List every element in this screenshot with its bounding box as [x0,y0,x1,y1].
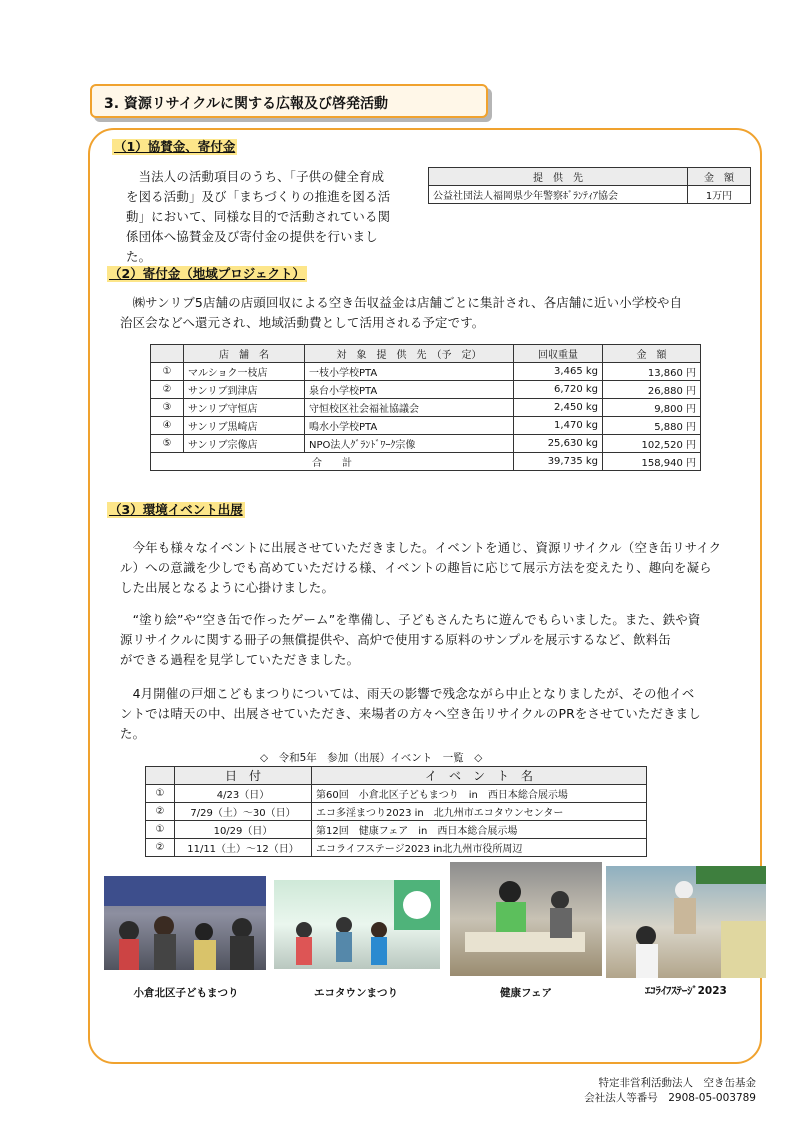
store-table [150,344,701,471]
col-header-date: 日 付 [175,767,312,785]
cell-weight: 25,630 kg [514,435,603,453]
cell-target: 鳴水小学校PTA [305,417,514,435]
footer-organization: 特定非営利活動法人 空き缶基金 [598,1077,756,1089]
cell-date: 4/23（日） [175,785,312,803]
crowd-photo-placeholder [104,876,266,970]
section3-para3 [120,684,756,744]
event-photo-ecolife-stage [606,866,766,978]
cell-amount: 5,880 円 [603,417,701,435]
col-header-store: 店 舗 名 [184,345,305,363]
cell-event: 第12回 健康フェア in 西日本総合展示場 [312,821,647,839]
text-line: 係団体へ協賛金及び寄付金の提供を行いまし [126,229,378,244]
table-row [151,417,701,435]
text-line: 当法人の活動項目のうち、「子供の健全育成 [126,169,385,184]
cell-event: エコ多淫まつり2023 in 北九州市エコタウンセンター [312,803,647,821]
cell-store: サンリブ黒崎店 [184,417,305,435]
cell-total-weight: 39,735 kg [514,453,603,471]
cell-event: 第60回 小倉北区子どもまつり in 西日本総合展示場 [312,785,647,803]
cell-target: NPO法人ｸﾞﾗﾝﾄﾞﾜｰｸ宗像 [305,435,514,453]
table-row [146,821,647,839]
table-row [146,839,647,857]
text-line: 治区会などへ還元され、地域活動費として活用される予定です。 [120,315,485,330]
event-photo-kokurakita [104,876,266,970]
text-line: ントでは晴天の中、出展させていただき、来場者の方々へ空き缶リサイクルのPRをさせていただきまし [120,706,701,721]
cell-no: ② [151,381,184,399]
crowd-photo-placeholder [450,862,602,976]
cell-no: ④ [151,417,184,435]
cell-weight: 6,720 kg [514,381,603,399]
col-header-amount: 金 額 [688,168,751,186]
cell-no: ① [146,785,175,803]
table-row [146,803,647,821]
table-row [151,381,701,399]
col-header-recipient: 提 供 先 [429,168,688,186]
cell-weight: 3,465 kg [514,363,603,381]
col-header-target: 対 象 提 供 先 （予 定） [305,345,514,363]
text-line: 動」において、同様な目的で活動されている関 [126,209,391,224]
cell-store: サンリブ宗像店 [184,435,305,453]
heading-regional-project: （2）寄付金（地域プロジェクト） [109,266,305,281]
cell-event: エコライフステージ2023 in北九州市役所周辺 [312,839,647,857]
section-title: 3. 資源リサイクルに関する広報及び啓発活動 [104,96,388,112]
cell-store: サンリブ到津店 [184,381,305,399]
event-photo-health-fair [450,862,602,976]
cell-amount: 26,880 円 [603,381,701,399]
cell-amount: 9,800 円 [603,399,701,417]
cell-total-label: 合 計 [151,453,514,471]
crowd-photo-placeholder [606,866,766,978]
col-header-event: イ ベ ン ト 名 [312,767,647,785]
cell-recipient: 公益社団法人福岡県少年警察ﾎﾞﾗﾝﾃｨｱ協会 [429,186,688,204]
section1-text [126,167,426,267]
text-line: を図る活動」及び「まちづくりの推進を図る活 [126,189,391,204]
donation-table [428,167,751,204]
photo-caption: エコタウンまつり [314,987,398,999]
text-line: た。 [120,726,146,741]
cell-no: ② [146,839,175,857]
cell-amount: 1万円 [688,186,751,204]
table-row [151,363,701,381]
section3-para2 [120,610,756,670]
col-header-weight: 回収重量 [514,345,603,363]
heading-events: （3）環境イベント出展 [109,502,243,517]
cell-weight: 1,470 kg [514,417,603,435]
cell-amount: 13,860 円 [603,363,701,381]
table-row [146,785,647,803]
photo-caption: ｴｺﾗｲﾌｽﾃｰｼﾞ2023 [645,985,727,997]
cell-target: 守恒校区社会福祉協議会 [305,399,514,417]
section-title-tab [90,84,488,118]
text-line: た。 [126,249,152,264]
cell-date: 11/11（土）～12（日） [175,839,312,857]
heading-donations: （1）協賛金、寄付金 [114,139,236,154]
text-line: 源リサイクルに関する冊子の無償提供や、高炉で使用する原料のサンプルを展示するなど、飲料缶 [120,632,671,647]
text-line: “塗り絵”や“空き缶で作ったゲーム”を準備し、子どもさんたちに遊んでもらいました。また、鉄や資 [120,612,701,627]
col-header-no [146,767,175,785]
section2-text [120,293,750,333]
cell-amount: 102,520 円 [603,435,701,453]
cell-no: ① [146,821,175,839]
cell-weight: 2,450 kg [514,399,603,417]
event-table-title: ◇ 令和5年 参加（出展）イベント 一覧 ◇ [260,752,483,764]
text-line: ㈱サンリブ5店舗の店頭回収による空き缶収益金は店舗ごとに集計され、各店舗に近い小学校や自 [120,295,683,310]
table-row [429,186,751,204]
cell-store: マルショク一枝店 [184,363,305,381]
event-photo-ecotown [274,880,440,969]
text-line: ル）への意識を少しでも高めていただける様、イベントの趣旨に応じて展示方法を変えたり、趣向を凝ら [120,560,712,575]
col-header-amount: 金 額 [603,345,701,363]
cell-store: サンリブ守恒店 [184,399,305,417]
text-line: 4月開催の戸畑こどもまつりについては、雨天の影響で残念ながら中止となりましたが、その他イベ [120,686,695,701]
cell-date: 10/29（日） [175,821,312,839]
cell-no: ② [146,803,175,821]
table-total-row [151,453,701,471]
text-line: 今年も様々なイベントに出展させていただきました。イベントを通じ、資源リサイクル（空き缶リサイク [120,540,722,555]
cell-date: 7/29（土）～30（日） [175,803,312,821]
cell-no: ③ [151,399,184,417]
cell-total-amount: 158,940 円 [603,453,701,471]
cell-target: 一枝小学校PTA [305,363,514,381]
footer-registration-number: 会社法人等番号 2908-05-003789 [584,1092,756,1104]
photo-caption: 健康フェア [500,987,552,999]
col-header-no [151,345,184,363]
cell-target: 泉台小学校PTA [305,381,514,399]
text-line: ができる過程を見学していただきました。 [120,652,360,667]
section3-para1 [120,538,756,598]
crowd-photo-placeholder [274,880,440,969]
table-row [151,399,701,417]
cell-no: ⑤ [151,435,184,453]
event-table [145,766,647,857]
text-line: した出展となるように心掛けました。 [120,580,335,595]
table-row [151,435,701,453]
cell-no: ① [151,363,184,381]
photo-caption: 小倉北区子どもまつり [133,987,239,999]
